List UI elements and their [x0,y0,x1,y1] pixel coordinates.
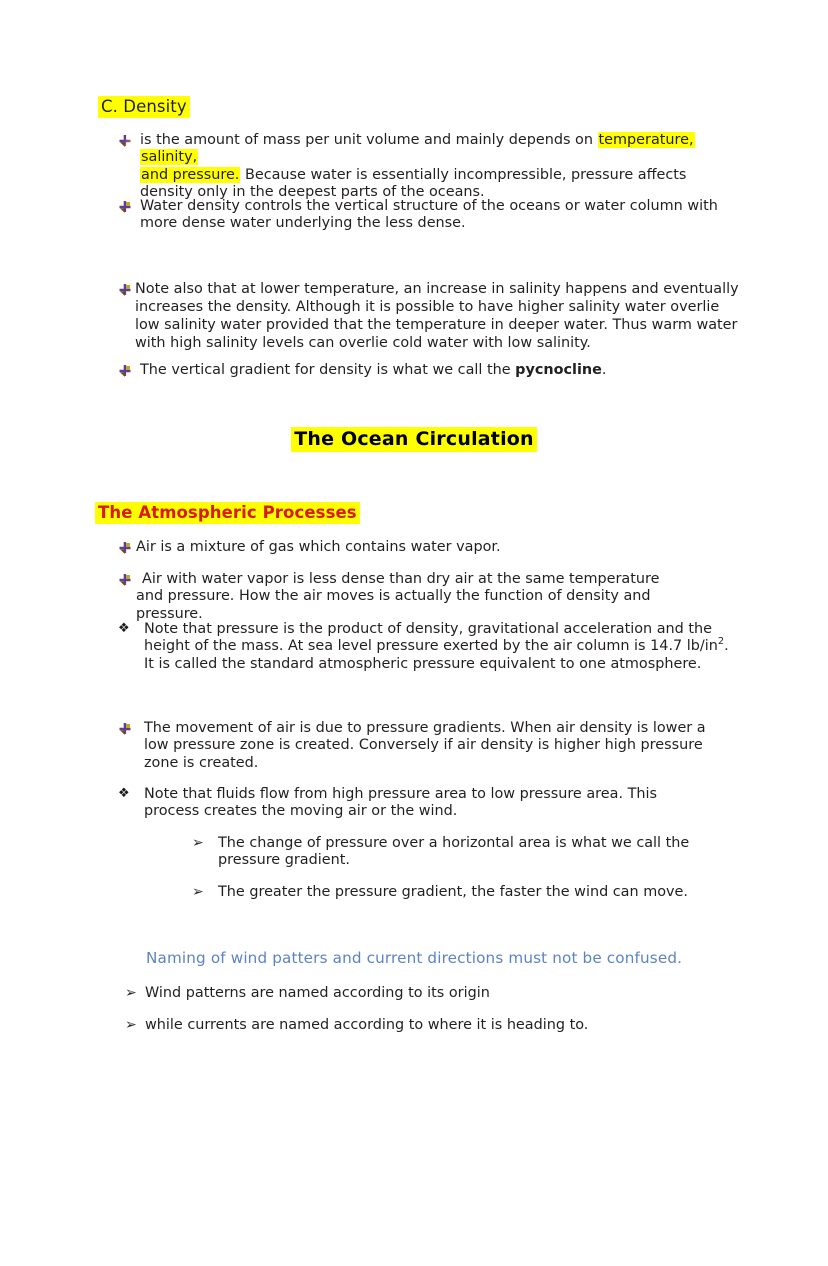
list-item [118,786,698,821]
sub-list-item [192,835,740,870]
arrow-bullet-icon [118,364,140,378]
list-item [118,132,738,201]
bullet1-highlight-a: temperature, salinity, [141,132,694,166]
bullet4-tail: . [601,362,607,378]
list-item [125,1017,685,1034]
list-item-text: Wind patterns are named according to its origin [145,985,490,1001]
list-item-text: Air is a mixture of gas which contains water vapor. [136,539,501,555]
heading-c-density-text: C. Density [98,96,190,118]
bullet-a3-lead: Note that pressure is the product of density, gravitational acceleration and the height of the mass. At sea level pressure exerted by the air column is 14.7 lb/in [144,621,718,655]
arrow-bullet-icon [118,283,135,297]
bullet1-lead: is the amount of mass per unit volume and mainly depends on [140,132,598,148]
list-item-text: while currents are named according to where it is heading to. [145,1017,589,1033]
list-item [125,985,685,1002]
list-item-text [144,621,740,673]
list-item-text: Note also that at lower temperature, an increase in salinity happens and eventually increases the density. Although it is possible to have higher salinity water overlie low salinity water provided that the temperature in deeper water. Thus warm water with high salinity levels can overlie cold water with low salinity. [135,281,739,351]
arrow-bullet-icon [118,573,136,587]
list-item [118,281,740,352]
heading-c-density [98,97,190,116]
sub-list-item-text: The change of pressure over a horizontal area is what we call the pressure gradient. [218,835,690,869]
list-item-text: Note that fluids flow from high pressure area to low pressure area. This process creates the moving air or the wind. [144,786,657,820]
chevron-bullet-icon: ➢ [125,1017,137,1033]
list-item-text [140,132,738,201]
arrow-bullet-icon [118,200,140,214]
sub-list-item-text: The greater the pressure gradient, the faster the wind can move. [218,884,688,900]
chevron-bullet-icon: ➢ [125,985,137,1001]
heading-ocean-circulation-text: The Ocean Circulation [291,427,537,452]
chevron-bullet-icon: ➢ [192,884,204,900]
list-item [118,539,718,556]
diamond-bullet-icon: ❖ [118,786,130,801]
list-item-text [140,362,718,379]
sub-list-item [192,884,740,901]
list-item [118,720,718,772]
list-item-text: Water density controls the vertical structure of the oceans or water column with more dense water underlying the less dense. [140,198,718,232]
superscript-exponent: 2 [717,636,725,648]
heading-atmospheric-processes-text: The Atmospheric Processes [95,502,360,524]
term-pycnocline: pycnocline [515,362,602,378]
bullet1-tail: Because water is essentially incompressible, pressure affects density only in the deepest parts of the oceans. [140,166,687,201]
heading-atmospheric-processes [95,503,360,522]
wind-naming-note: Naming of wind patters and current directions must not be confused. [146,949,683,967]
list-item-text: Air with water vapor is less dense than dry air at the same temperature and pressure. How the air moves is actually the function of density and pressure. [136,571,660,622]
chevron-bullet-icon: ➢ [192,835,204,851]
list-item [118,621,740,673]
arrow-bullet-icon [118,722,144,736]
bullet-a3-tail: . It is called the standard atmospheric pressure equivalent to one atmosphere. [144,638,729,672]
list-item-text: The movement of air is due to pressure gradients. When air density is lower a low pressure zone is created. Conversely if air density is higher high pressure zone is created. [144,720,706,771]
list-item [118,362,718,379]
arrow-bullet-icon [118,541,136,555]
list-item [118,571,683,623]
arrow-bullet-icon [118,134,140,148]
bullet1-highlight-b: and pressure. [141,166,240,183]
heading-ocean-circulation [0,428,828,450]
diamond-bullet-icon: ❖ [118,621,130,636]
list-item [118,198,718,233]
bullet4-lead: The vertical gradient for density is what we call the [140,362,516,378]
